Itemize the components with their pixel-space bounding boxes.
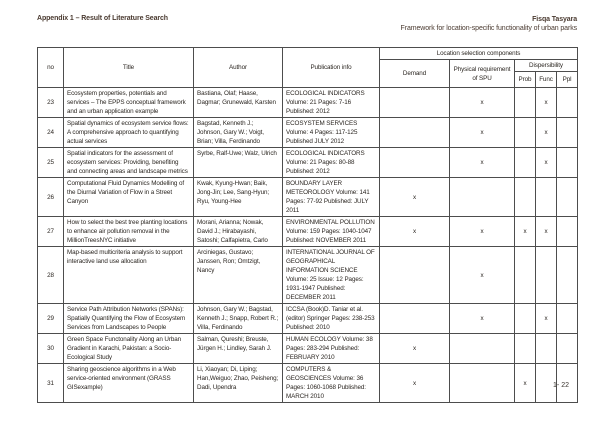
- cell-func: x: [536, 217, 557, 247]
- col-header-publication: Publication info: [283, 48, 380, 88]
- document-subtitle: Framework for location-specific functionality of urban parks: [400, 25, 577, 32]
- cell-prob: [515, 304, 536, 334]
- cell-title: Ecosystem properties, potentials and services – The EPPS conceptual framework and an urban application example: [64, 88, 194, 118]
- cell-publication: COMPUTERS & GEOSCIENCES Volume: 36 Pages: 1060-1068 Published: MARCH 2010: [283, 364, 380, 403]
- cell-author: Arciniegas, Gustavo; Janssen, Ron; Omtzigt, Nancy: [194, 247, 283, 304]
- table-row: [38, 148, 578, 178]
- cell-title: Spatial dynamics of ecosystem service flows: A comprehensive approach to quantifying actual services: [64, 118, 194, 148]
- document-header-right: [401, 15, 577, 33]
- cell-author: Morani, Arianna; Nowak, David J.; Hirabayashi, Satoshi; Calfapietra, Carlo: [194, 217, 283, 247]
- col-header-title: Title: [64, 48, 194, 88]
- col-header-demand: Demand: [380, 60, 450, 88]
- cell-publication: INTERNATIONAL JOURNAL OF GEOGRAPHICAL INFORMATION SCIENCE Volume: 25 Issue: 12 Pages: 1931-1947 Published: DECEMBER 2011: [283, 247, 380, 304]
- cell-demand: [380, 148, 450, 178]
- cell-ppl: [557, 334, 578, 364]
- cell-no: 30: [38, 334, 64, 364]
- cell-prob: x: [515, 217, 536, 247]
- table-row: [38, 118, 578, 148]
- cell-prob: [515, 334, 536, 364]
- cell-publication: ECOLOGICAL INDICATORS Volume: 21 Pages: 80-88 Published: 2012: [283, 148, 380, 178]
- table-row: [38, 334, 578, 364]
- literature-table: [37, 47, 578, 403]
- cell-title: Map-based multicriteria analysis to support interactive land use allocation: [64, 247, 194, 304]
- table-row: [38, 364, 578, 403]
- cell-author: Li, Xiaoyan; Di, Liping; Han,Weiguo; Zhao, Peisheng; Dadi, Upendra: [194, 364, 283, 403]
- cell-author: Kwak, Kyung-Hwan; Baik, Jong-Jin; Lee, Sang-Hyun; Ryu, Young-Hee: [194, 178, 283, 217]
- cell-physical: [450, 178, 515, 217]
- cell-demand: x: [380, 364, 450, 403]
- cell-physical: x: [450, 148, 515, 178]
- cell-no: 26: [38, 178, 64, 217]
- cell-publication: ICCSA (Book)D. Taniar et al. (editor) Springer Pages: 238-253 Published: 2010: [283, 304, 380, 334]
- header-row-1: [38, 48, 578, 60]
- cell-author: Bagstad, Kenneth J.; Johnson, Gary W.; Voigt, Brian; Villa, Ferdinando: [194, 118, 283, 148]
- col-header-physical-requirement: Physical requirement of SPU: [450, 60, 515, 88]
- cell-publication: ECOLOGICAL INDICATORS Volume: 21 Pages: 7-16 Published: 2012: [283, 88, 380, 118]
- cell-physical: x: [450, 88, 515, 118]
- cell-no: 29: [38, 304, 64, 334]
- cell-demand: x: [380, 334, 450, 364]
- cell-demand: [380, 304, 450, 334]
- cell-physical: [450, 334, 515, 364]
- cell-func: [536, 178, 557, 217]
- col-header-no: no: [38, 48, 64, 88]
- cell-ppl: [557, 178, 578, 217]
- cell-physical: x: [450, 118, 515, 148]
- cell-prob: [515, 88, 536, 118]
- col-header-dispersibility: Dispersibility: [515, 60, 578, 72]
- cell-ppl: [557, 88, 578, 118]
- cell-func: [536, 247, 557, 304]
- cell-publication: ECOSYSTEM SERVICES Volume: 4 Pages: 117-125 Published JULY 2012: [283, 118, 380, 148]
- cell-no: 31: [38, 364, 64, 403]
- cell-prob: [515, 247, 536, 304]
- cell-prob: x: [515, 364, 536, 403]
- cell-prob: [515, 118, 536, 148]
- cell-func: x: [536, 88, 557, 118]
- table-row: [38, 88, 578, 118]
- cell-func: x: [536, 118, 557, 148]
- cell-title: Computational Fluid Dynamics Modelling of the Diurnal Variation of Flow in a Street Canyon: [64, 178, 194, 217]
- table-row: [38, 178, 578, 217]
- cell-author: Bastiana, Olaf; Haase, Dagmar; Grunewald, Karsten: [194, 88, 283, 118]
- cell-demand: [380, 118, 450, 148]
- author-name: Fisqa Tasyara: [532, 16, 577, 23]
- cell-publication: BOUNDARY LAYER METEOROLOGY Volume: 141 Pages: 77-92 Published: JULY 2011: [283, 178, 380, 217]
- cell-physical: x: [450, 217, 515, 247]
- col-header-author: Author: [194, 48, 283, 88]
- cell-title: How to select the best tree planting locations to enhance air pollution removal in the MillionTreesNYC initiative: [64, 217, 194, 247]
- cell-prob: [515, 178, 536, 217]
- literature-table-container: [37, 47, 577, 403]
- cell-func: x: [536, 148, 557, 178]
- cell-author: Johnson, Gary W.; Bagstad, Kenneth J.; Snapp, Robert R.; Villa, Ferdinando: [194, 304, 283, 334]
- cell-no: 23: [38, 88, 64, 118]
- cell-author: Syrbe, Ralf-Uwe; Walz, Ulrich: [194, 148, 283, 178]
- cell-func: [536, 334, 557, 364]
- cell-ppl: [557, 247, 578, 304]
- cell-ppl: [557, 118, 578, 148]
- cell-func: x: [536, 304, 557, 334]
- cell-ppl: [557, 148, 578, 178]
- cell-demand: x: [380, 217, 450, 247]
- cell-publication: ENVIRONMENTAL POLLUTION Volume: 159 Pages: 1040-1047 Published: NOVEMBER 2011: [283, 217, 380, 247]
- cell-title: Green Space Functonality Along an Urban Gradient in Karachi, Pakistan: a Socio-Ecological Study: [64, 334, 194, 364]
- cell-publication: HUMAN ECOLOGY Volume: 38 Pages: 283-294 Published: FEBRUARY 2010: [283, 334, 380, 364]
- table-row: [38, 304, 578, 334]
- cell-title: Service Path Attribution Networks (SPANs): Spatially Quantifying the Flow of Ecosystem Services from Landscapes to People: [64, 304, 194, 334]
- cell-no: 24: [38, 118, 64, 148]
- page-number: 1- 22: [553, 382, 569, 389]
- cell-demand: [380, 88, 450, 118]
- cell-no: 28: [38, 247, 64, 304]
- cell-ppl: [557, 304, 578, 334]
- table-row: [38, 217, 578, 247]
- cell-no: 25: [38, 148, 64, 178]
- col-header-location-components: Location selection components: [380, 48, 578, 60]
- col-header-func: Func: [536, 72, 557, 88]
- cell-prob: [515, 148, 536, 178]
- cell-title: Sharing geoscience algorithms in a Web service-oriented environment (GRASS GISexample): [64, 364, 194, 403]
- cell-physical: x: [450, 247, 515, 304]
- appendix-title: Appendix 1 – Result of Literature Search: [37, 15, 168, 22]
- col-header-ppl: Ppl: [557, 72, 578, 88]
- table-row: [38, 247, 578, 304]
- cell-title: Spatial indicators for the assessment of ecosystem services: Providing, benefiting and connecting areas and landscape metrics: [64, 148, 194, 178]
- cell-physical: x: [450, 304, 515, 334]
- cell-physical: [450, 364, 515, 403]
- cell-ppl: [557, 217, 578, 247]
- cell-no: 27: [38, 217, 64, 247]
- cell-author: Salman, Qureshi; Breuste, Jürgen H.; Lindley, Sarah J.: [194, 334, 283, 364]
- cell-demand: x: [380, 178, 450, 217]
- col-header-prob: Prob: [515, 72, 536, 88]
- cell-demand: [380, 247, 450, 304]
